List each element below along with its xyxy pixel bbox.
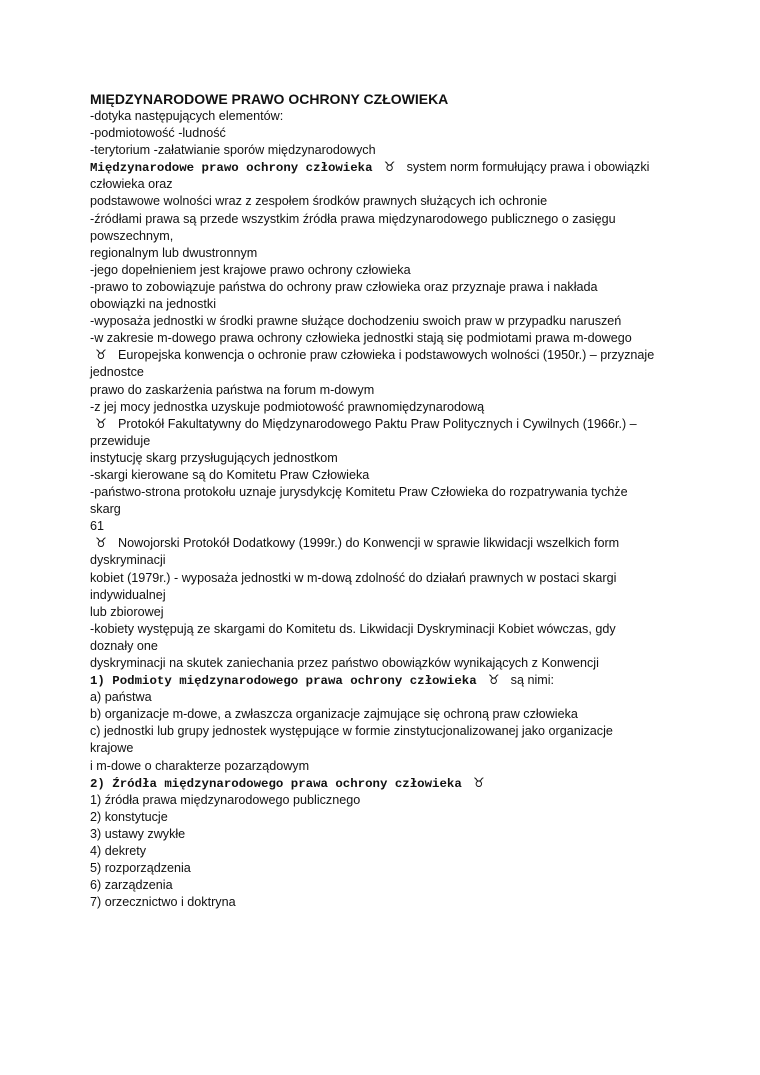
section-heading bbox=[90, 672, 690, 689]
text-line: kobiet (1979r.) - wyposaża jednostki w m-dową zdolność do działań prawnych w postaci skargi bbox=[90, 570, 617, 585]
text-line: -w zakresie m-dowego prawa ochrony człowieka jednostki stają się podmiotami prawa m-dowego bbox=[90, 331, 632, 346]
text-line: -skargi kierowane są do Komitetu Praw Człowieka bbox=[90, 467, 370, 482]
bullet-line bbox=[90, 347, 690, 364]
text-line: -kobiety występują ze skargami do Komitetu ds. Likwidacji Dyskryminacji Kobiet wówczas, gdy bbox=[90, 621, 616, 636]
list-item: b) organizacje m-dowe, a zwłaszcza organizacje zajmujące się ochroną praw człowieka bbox=[90, 707, 578, 722]
page-number: 61 bbox=[90, 519, 105, 534]
list-item: 7) orzecznictwo i doktryna bbox=[90, 895, 236, 910]
text-line: -dotyka następujących elementów: bbox=[90, 109, 284, 123]
text-line: -źródłami prawa są przede wszystkim źródła prawa międzynarodowego publicznego o zasięgu bbox=[90, 211, 616, 226]
text-line: krajowe bbox=[90, 741, 134, 756]
list-item: c) jednostki lub grupy jednostek występujące w formie zinstytucjonalizowanej jako organizacje bbox=[90, 724, 613, 739]
taurus-bullet-icon: ♉ bbox=[95, 348, 107, 364]
text-line: skarg bbox=[90, 502, 121, 517]
taurus-bullet-icon: ♉ bbox=[95, 416, 107, 432]
text-line: -jego dopełnieniem jest krajowe prawo ochrony człowieka bbox=[90, 262, 411, 277]
text-line: człowieka oraz bbox=[90, 177, 173, 192]
text-line: -z jej mocy jednostka uzyskuje podmiotowość prawnomiędzynarodową bbox=[90, 399, 485, 414]
text-line: przewiduje bbox=[90, 433, 151, 448]
text-line: -prawo to zobowiązuje państwa do ochrony praw człowieka oraz przyznaje prawa i nakłada bbox=[90, 279, 598, 294]
text-line: -wyposaża jednostki w środki prawne służące dochodzeniu swoich praw w przypadku naruszeń bbox=[90, 314, 622, 329]
list-item: 1) źródła prawa międzynarodowego publicznego bbox=[90, 792, 361, 807]
definition-text: system norm formułujący prawa i obowiązki bbox=[406, 160, 650, 175]
text-line: dyskryminacji na skutek zaniechania przez państwo obowiązków wynikających z Konwencji bbox=[90, 656, 599, 670]
taurus-bullet-icon: ♉ bbox=[383, 160, 396, 176]
list-item: 4) dekrety bbox=[90, 844, 146, 859]
text-line: prawo do zaskarżenia państwa na forum m-dowym bbox=[90, 382, 375, 397]
bullet-line bbox=[90, 535, 690, 552]
list-item: 3) ustawy zwykłe bbox=[90, 826, 186, 841]
bullet-text: Europejska konwencja o ochronie praw człowieka i podstawowych wolności (1950r.) – przyznaje bbox=[118, 348, 655, 363]
text-line: dyskryminacji bbox=[90, 553, 166, 568]
list-item: a) państwa bbox=[90, 690, 152, 705]
definition-term: Międzynarodowe prawo ochrony człowieka bbox=[90, 161, 373, 176]
text-line: obowiązki na jednostki bbox=[90, 297, 217, 312]
bullet-text: Protokół Fakultatywny do Międzynarodowego Paktu Praw Politycznych i Cywilnych (1966r.) – bbox=[118, 416, 637, 431]
section-heading-text: 2) Źródła międzynarodowego prawa ochrony człowieka bbox=[90, 776, 462, 791]
text-line: -państwo-strona protokołu uznaje jurysdykcję Komitetu Praw Człowieka do rozpatrywania tychże bbox=[90, 485, 628, 500]
document-title: MIĘDZYNARODOWE PRAWO OCHRONY CZŁOWIEKA bbox=[90, 91, 449, 107]
text-line: lub zbiorowej bbox=[90, 604, 164, 619]
text-line: podstawowe wolności wraz z zespołem środków prawnych służących ich ochronie bbox=[90, 194, 548, 209]
text-line: jednostce bbox=[90, 365, 144, 380]
taurus-bullet-icon: ♉ bbox=[472, 775, 485, 791]
text-line: powszechnym, bbox=[90, 228, 174, 243]
text-line: instytucję skarg przysługujących jednostkom bbox=[90, 450, 338, 465]
text-line: doznały one bbox=[90, 638, 158, 653]
text-line: i m-dowe o charakterze pozarządowym bbox=[90, 758, 310, 773]
list-item: 6) zarządzenia bbox=[90, 878, 173, 893]
taurus-bullet-icon: ♉ bbox=[95, 536, 107, 552]
text-line: -podmiotowość -ludność bbox=[90, 126, 226, 141]
text-line: -terytorium -załatwianie sporów międzynarodowych bbox=[90, 143, 376, 158]
text-line: regionalnym lub dwustronnym bbox=[90, 245, 258, 260]
section-heading bbox=[90, 775, 690, 792]
text-line: indywidualnej bbox=[90, 587, 166, 602]
document-page bbox=[90, 90, 690, 911]
taurus-bullet-icon: ♉ bbox=[487, 673, 500, 689]
definition-line bbox=[90, 159, 690, 176]
bullet-text: Nowojorski Protokół Dodatkowy (1999r.) do Konwencji w sprawie likwidacji wszelkich form bbox=[118, 536, 620, 551]
list-item: 5) rozporządzenia bbox=[90, 861, 191, 876]
section-heading-rest: są nimi: bbox=[510, 673, 555, 688]
list-item: 2) konstytucje bbox=[90, 809, 168, 824]
bullet-line bbox=[90, 416, 690, 433]
section-heading-text: 1) Podmioty międzynarodowego prawa ochrony człowieka bbox=[90, 674, 477, 689]
